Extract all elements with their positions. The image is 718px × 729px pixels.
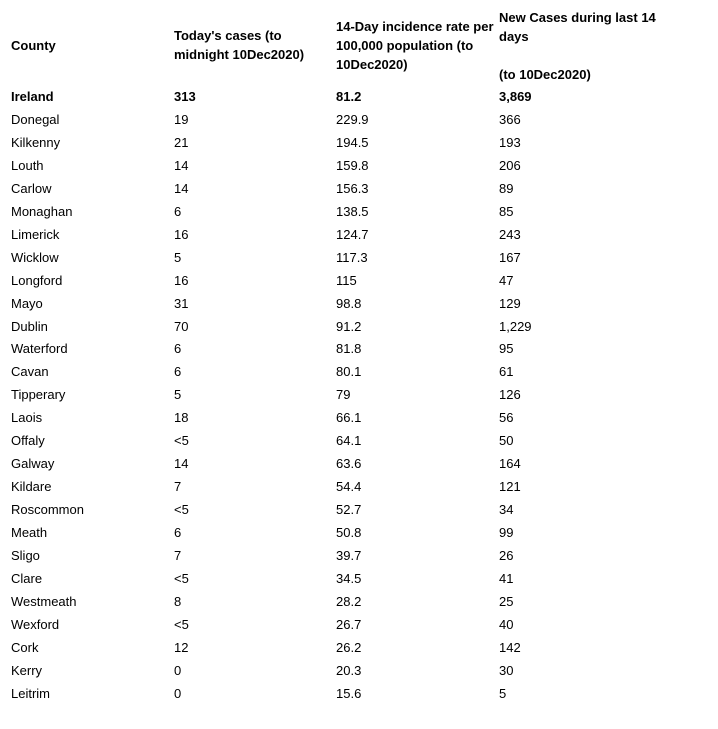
table-row-total (0, 86, 718, 109)
cell-county: Westmeath (11, 593, 77, 609)
cell-new-cases: 30 (499, 662, 514, 678)
cell-new-cases: 5 (499, 685, 507, 701)
cell-new-cases: 95 (499, 341, 514, 357)
table-row (0, 270, 718, 293)
cell-todays-cases: 31 (174, 295, 189, 311)
header-todays-cases (174, 26, 304, 64)
table-row (0, 568, 718, 591)
table-row (0, 316, 718, 339)
table-row (0, 453, 718, 476)
cell-incidence-rate: 26.7 (336, 616, 362, 632)
cell-new-cases: 50 (499, 433, 514, 449)
cell-todays-cases: 6 (174, 341, 182, 357)
cell-county: Tipperary (11, 387, 66, 403)
cell-incidence-rate: 63.6 (336, 456, 362, 472)
cell-new-cases: 121 (499, 479, 521, 495)
table-row (0, 132, 718, 155)
cell-county: Mayo (11, 295, 43, 311)
table-row (0, 499, 718, 522)
cell-incidence-rate: 156.3 (336, 180, 369, 196)
cell-todays-cases: <5 (174, 433, 189, 449)
table-row (0, 522, 718, 545)
cell-county: Dublin (11, 318, 48, 334)
cell-incidence-rate: 124.7 (336, 226, 369, 242)
table-row (0, 247, 718, 270)
header-todays-cases-line1: Today's cases (to (174, 28, 282, 43)
cell-incidence-rate: 15.6 (336, 685, 362, 701)
header-county (11, 36, 56, 55)
table-row (0, 109, 718, 132)
cell-todays-cases: 0 (174, 662, 182, 678)
cell-todays-cases: 14 (174, 180, 189, 196)
cell-county: Donegal (11, 111, 60, 127)
table-row (0, 201, 718, 224)
cell-todays-cases: 6 (174, 203, 182, 219)
cell-county: Roscommon (11, 502, 84, 518)
cell-new-cases: 129 (499, 295, 521, 311)
cell-incidence-rate: 159.8 (336, 157, 369, 173)
cell-todays-cases: 18 (174, 410, 189, 426)
cell-incidence-rate: 80.1 (336, 364, 362, 380)
cell-new-cases: 3,869 (499, 89, 532, 104)
cell-todays-cases: <5 (174, 616, 189, 632)
header-todays-cases-line2: midnight 10Dec2020) (174, 47, 305, 62)
cell-todays-cases: 16 (174, 272, 189, 288)
cell-incidence-rate: 81.2 (336, 89, 362, 104)
cell-new-cases: 34 (499, 502, 514, 518)
cell-incidence-rate: 20.3 (336, 662, 362, 678)
cell-county: Leitrim (11, 685, 51, 701)
cell-todays-cases: 313 (174, 89, 196, 104)
cell-new-cases: 41 (499, 571, 514, 587)
cell-incidence-rate: 26.2 (336, 639, 362, 655)
cell-new-cases: 126 (499, 387, 521, 403)
cell-county: Wicklow (11, 249, 59, 265)
cell-new-cases: 99 (499, 525, 514, 541)
header-incidence-rate-line2: 100,000 population (to (336, 38, 474, 53)
cell-county: Ireland (11, 89, 54, 104)
cell-county: Meath (11, 525, 48, 541)
table-body (0, 86, 718, 706)
cell-county: Clare (11, 571, 43, 587)
cell-incidence-rate: 117.3 (336, 249, 368, 265)
header-incidence-rate-line1: 14-Day incidence rate per (336, 19, 494, 34)
cell-new-cases: 89 (499, 180, 514, 196)
cell-county: Kilkenny (11, 134, 61, 150)
cell-incidence-rate: 28.2 (336, 593, 362, 609)
cell-todays-cases: 8 (174, 593, 182, 609)
cell-county: Louth (11, 157, 44, 173)
header-new-cases-line3: (to 10Dec2020) (499, 67, 591, 82)
cell-todays-cases: 21 (174, 134, 189, 150)
cell-todays-cases: <5 (174, 571, 189, 587)
cell-todays-cases: 6 (174, 525, 182, 541)
cell-county: Limerick (11, 226, 60, 242)
cell-todays-cases: 14 (174, 456, 189, 472)
cell-todays-cases: 0 (174, 685, 182, 701)
header-new-cases-line1: New Cases during last 14 (499, 10, 656, 25)
table-row (0, 476, 718, 499)
cell-todays-cases: 5 (174, 387, 182, 403)
header-new-cases-spacer (499, 46, 664, 65)
cell-todays-cases: 70 (174, 318, 189, 334)
cell-county: Cork (11, 639, 39, 655)
cell-incidence-rate: 91.2 (336, 318, 362, 334)
table-row (0, 614, 718, 637)
cell-todays-cases: 6 (174, 364, 182, 380)
cell-todays-cases: 12 (174, 639, 189, 655)
cell-incidence-rate: 66.1 (336, 410, 362, 426)
cell-new-cases: 25 (499, 593, 514, 609)
cell-county: Cavan (11, 364, 49, 380)
cell-new-cases: 366 (499, 111, 521, 127)
cell-new-cases: 142 (499, 639, 521, 655)
cell-todays-cases: 14 (174, 157, 189, 173)
cell-incidence-rate: 229.9 (336, 111, 369, 127)
table-row (0, 361, 718, 384)
cell-incidence-rate: 54.4 (336, 479, 362, 495)
cell-new-cases: 26 (499, 548, 514, 564)
cell-incidence-rate: 98.8 (336, 295, 362, 311)
table-row (0, 293, 718, 316)
cell-todays-cases: 7 (174, 479, 182, 495)
table-row (0, 407, 718, 430)
cell-incidence-rate: 194.5 (336, 134, 369, 150)
cell-incidence-rate: 138.5 (336, 203, 369, 219)
header-new-cases (499, 8, 664, 84)
header-incidence-rate (336, 17, 501, 74)
cell-incidence-rate: 39.7 (336, 548, 362, 564)
cell-todays-cases: <5 (174, 502, 189, 518)
cell-new-cases: 40 (499, 616, 514, 632)
cell-new-cases: 193 (499, 134, 521, 150)
cell-county: Longford (11, 272, 63, 288)
table-row (0, 430, 718, 453)
cell-todays-cases: 16 (174, 226, 189, 242)
cell-incidence-rate: 64.1 (336, 433, 362, 449)
table-row (0, 224, 718, 247)
cell-incidence-rate: 34.5 (336, 571, 362, 587)
cell-new-cases: 47 (499, 272, 514, 288)
cell-county: Laois (11, 410, 43, 426)
cell-county: Galway (11, 456, 55, 472)
table-row (0, 683, 718, 706)
cell-new-cases: 206 (499, 157, 521, 173)
cell-new-cases: 167 (499, 249, 521, 265)
cell-incidence-rate: 81.8 (336, 341, 362, 357)
cell-new-cases: 56 (499, 410, 514, 426)
cell-incidence-rate: 50.8 (336, 525, 362, 541)
table-row (0, 591, 718, 614)
cell-county: Monaghan (11, 203, 73, 219)
header-incidence-rate-line3: 10Dec2020) (336, 57, 408, 72)
cell-new-cases: 1,229 (499, 318, 532, 334)
cell-county: Waterford (11, 341, 68, 357)
cell-todays-cases: 7 (174, 548, 182, 564)
cell-county: Carlow (11, 180, 52, 196)
cell-incidence-rate: 115 (336, 272, 357, 288)
table-row (0, 384, 718, 407)
cell-county: Kildare (11, 479, 52, 495)
cell-county: Offaly (11, 433, 45, 449)
table-row (0, 338, 718, 361)
cell-new-cases: 164 (499, 456, 521, 472)
cell-incidence-rate: 79 (336, 387, 351, 403)
table-row (0, 178, 718, 201)
cell-county: Sligo (11, 548, 40, 564)
cell-county: Wexford (11, 616, 60, 632)
header-county-label: County (11, 38, 56, 53)
cell-incidence-rate: 52.7 (336, 502, 362, 518)
cell-new-cases: 243 (499, 226, 521, 242)
header-new-cases-line2: days (499, 29, 529, 44)
cell-new-cases: 61 (499, 364, 514, 380)
table-row (0, 155, 718, 178)
table-row (0, 660, 718, 683)
cell-todays-cases: 5 (174, 249, 182, 265)
table-row (0, 637, 718, 660)
table-row (0, 545, 718, 568)
cell-county: Kerry (11, 662, 43, 678)
cell-new-cases: 85 (499, 203, 514, 219)
cell-todays-cases: 19 (174, 111, 189, 127)
